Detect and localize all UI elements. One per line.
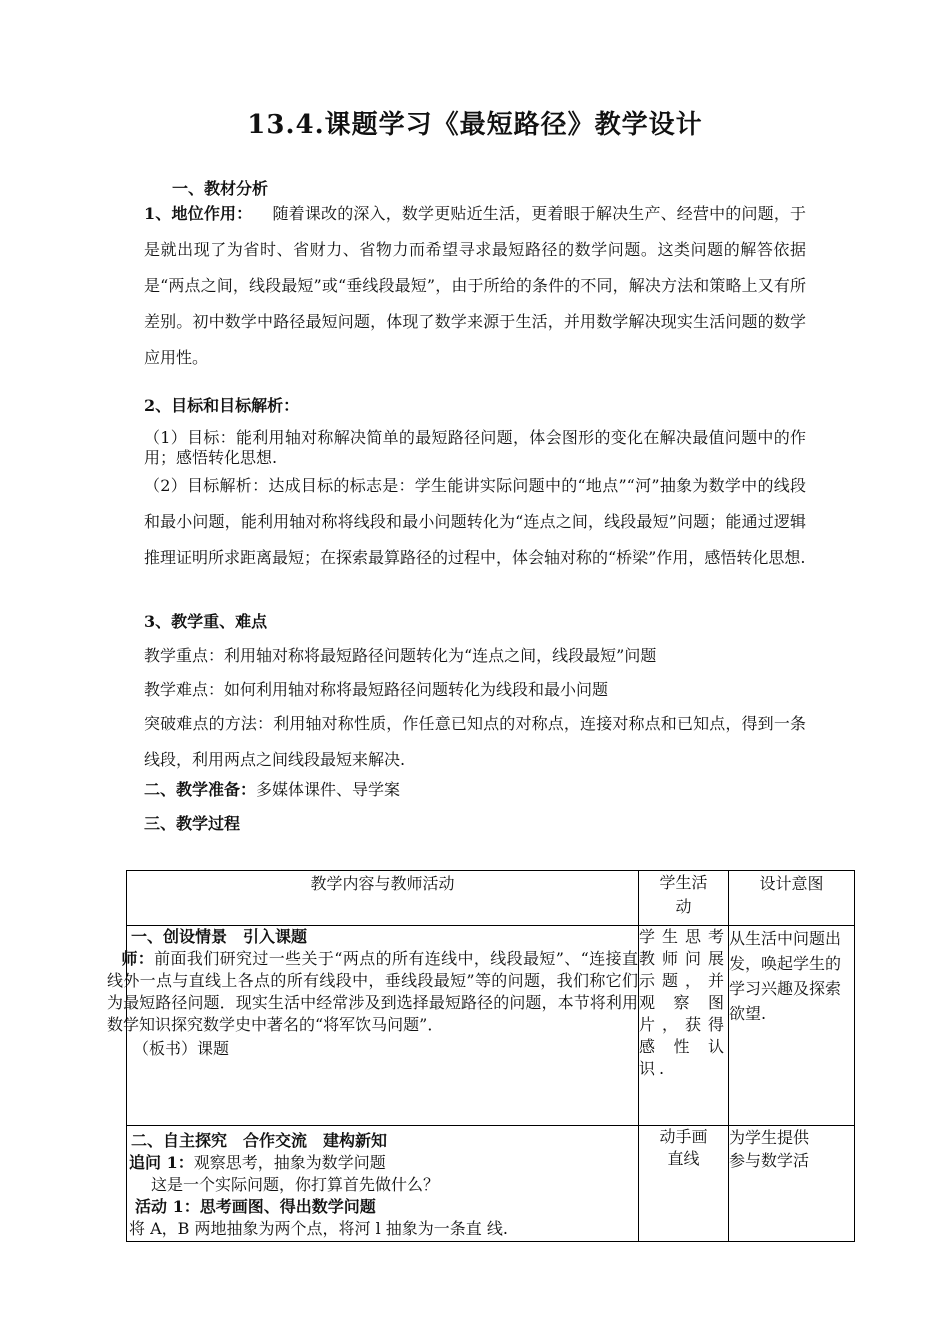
goal-analysis-text: （2）目标解析：达成目标的标志是：学生能讲实际问题中的“地点”“河”抽象为数学中的线段和最小问题，能利用轴对称将线段和最小问题转化为“连点之间，线段最短”问题；能通过逻辑推理证明所求距离最短；在探索最算路径的过程中，体会轴对称的“桥梁”作用，感悟转化思想. [144,476,806,567]
key-point-text: 教学重点：利用轴对称将最短路径问题转化为“连点之间，线段最短”问题 [144,646,657,665]
goals-heading: 2、目标和目标解析： [144,396,300,415]
row2-question-text: 观察思考，抽象为数学问题 [193,1153,386,1172]
row2-intent [729,1126,855,1242]
row1-intent: 从生活中问题出发，唤起学生的学习兴趣及探索欲望. [729,926,855,1126]
row2-student-line1: 动手画 [659,1127,708,1146]
row2-student [639,1126,729,1242]
row2-activity: 活动 1：思考画图、得出数学问题 [135,1197,376,1216]
document-title: 13.4.课题学习《最短路径》教学设计 [247,110,703,140]
header-student-line1: 学生活 [659,873,708,892]
position-paragraph [144,196,806,376]
row2-content [127,1126,639,1242]
difficult-point-text: 教学难点：如何利用轴对称将最短路径问题转化为线段和最小问题 [144,680,609,699]
row2-abstract: 将 A，B 两地抽象为两个点，将河 l 抽象为一条直 线. [129,1219,508,1238]
header-student-line2: 动 [675,897,692,916]
header-content: 教学内容与教师活动 [127,871,639,926]
row2-heading: 二、自主探究 合作交流 建构新知 [131,1131,388,1150]
row1-teacher-label: 师： [121,949,155,968]
row2-question-label: 追问 1： [129,1153,194,1172]
section-heading-analysis: 一、教材分析 [172,179,269,198]
row1-heading: 一、创设情景 引入课题 [131,927,308,946]
table-row [127,1126,855,1242]
row2-student-line2: 直线 [667,1149,700,1168]
row2-question-sub: 这是一个实际问题，你打算首先做什么？ [151,1175,440,1194]
preparation-heading: 二、教学准备： [144,780,257,799]
table-row [127,926,855,1126]
method-text: 突破难点的方法：利用轴对称性质，作任意已知点的对称点，连接对称点和已知点，得到一条线段，利用两点之间线段最短来解决. [144,714,806,769]
preparation-text: 多媒体课件、导学案 [256,780,401,799]
process-heading: 三、教学过程 [144,814,241,833]
row2-intent-line1: 为学生提供 [729,1128,810,1147]
row1-teacher [107,948,638,1036]
key-difficult-heading: 3、教学重、难点 [144,612,268,631]
goal-text: （1）目标：能利用轴对称解决简单的最短路径问题，体会图形的变化在解决最值问题中的作用；感悟转化思想. [144,428,806,467]
row1-board: （板书）课题 [133,1039,230,1058]
row1-student: 学生思考教师问展示题，并观察图片，获得感性认识. [639,926,729,1126]
preparation-line [144,772,806,808]
position-label: 1、地位作用： [144,204,253,223]
row1-teacher-text: 前面我们研究过一些关于“两点的所有连线中，线段最短”、“连接直线外一点与直线上各点的所有线段中，垂线段最短”等的问题，我们称它们为最短路径问题．现实生活中经常涉及到选择最短路径的问题，本节将利用数学知识探究数学史中著名的“将军饮马问题”． [107,949,638,1034]
header-student [639,871,729,926]
row1-content [107,926,639,1126]
row2-question [129,1152,638,1174]
position-text: 随着课改的深入，数学更贴近生活，更着眼于解决生产、经营中的问题，于是就出现了为省时、省财力、省物力而希望寻求最短路径的数学问题。这类问题的解答依据是“两点之间，线段最短”或“垂线段最短”，由于所给的条件的不同，解决方法和策略上又有所差别。初中数学中路径最短问题，体现了数学来源于生活，并用数学解决现实生活问题的数学应用性。 [144,204,806,367]
teaching-process-table [107,870,855,1242]
table-header-row [127,871,855,926]
header-intent: 设计意图 [729,871,855,926]
row2-intent-line2: 参与数学活 [729,1151,810,1170]
